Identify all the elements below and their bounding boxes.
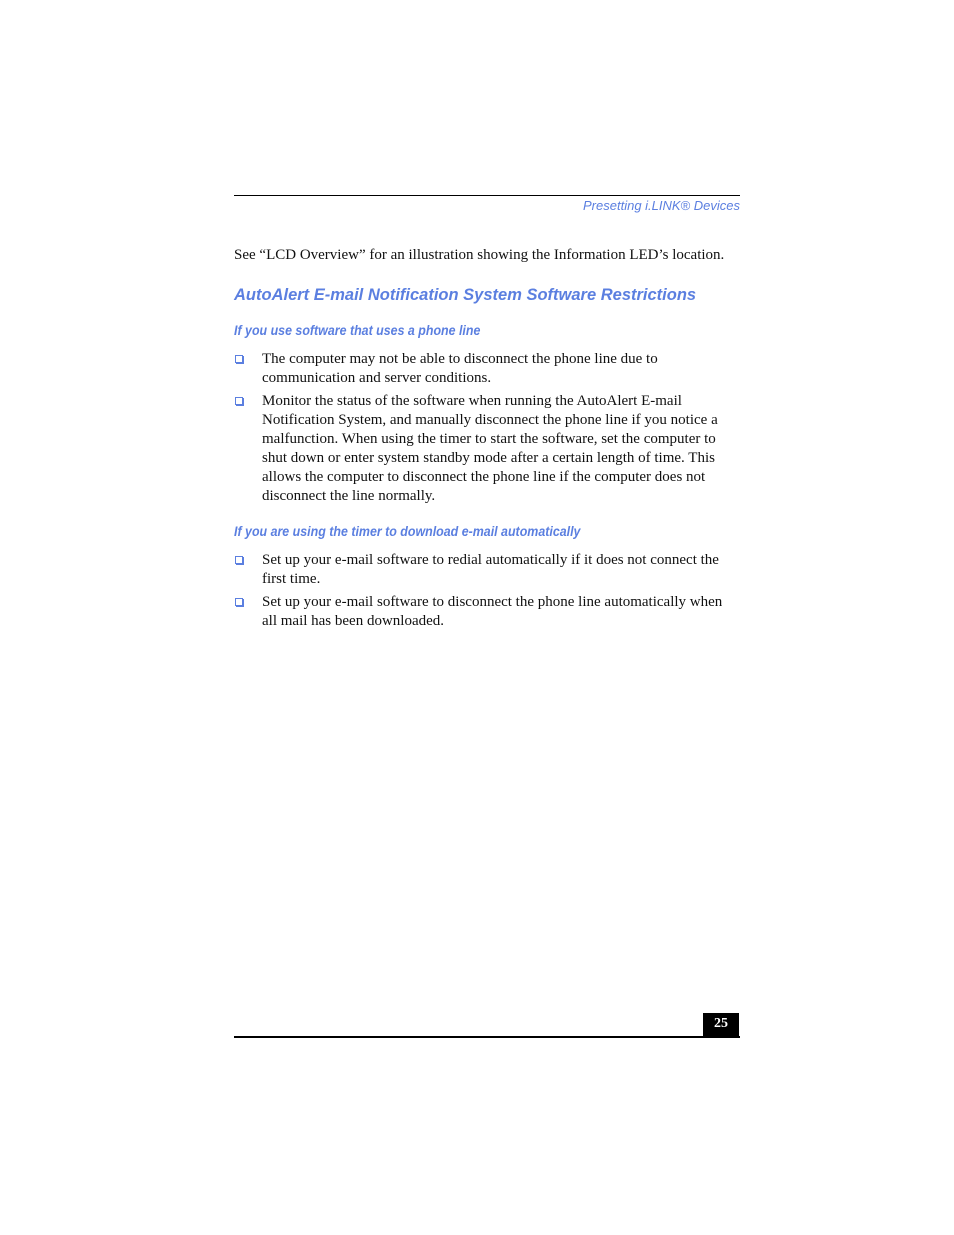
page-number: 25	[703, 1013, 739, 1037]
page-content	[234, 246, 740, 635]
running-header: Presetting i.LINK® Devices	[583, 198, 740, 213]
subsection-heading-timer: If you are using the timer to download e-mail automatically	[234, 524, 581, 539]
intro-paragraph: See “LCD Overview” for an illustration showing the Information LED’s location.	[234, 247, 725, 263]
bullet-list-phone-line	[234, 350, 740, 506]
bullet-list-timer	[234, 551, 740, 631]
list-item	[234, 593, 740, 631]
checkbox-bullet-icon	[235, 355, 243, 363]
checkbox-bullet-icon	[235, 598, 243, 606]
list-item-text: Set up your e-mail software to disconnect the phone line automatically when all mail has been downloaded.	[262, 594, 723, 629]
list-item-text: Monitor the status of the software when running the AutoAlert E-mail Notification System, and manually disconnect the phone line if you notice a malfunction. When using the timer to start the software, set the computer to shut down or enter system standby mode after a certain length of time. This allows the computer to disconnect the phone line if the computer does not disconnect the line normally.	[262, 393, 718, 504]
list-item-text: The computer may not be able to disconnect the phone line due to communication and server conditions.	[262, 351, 658, 386]
list-item	[234, 392, 740, 506]
list-item	[234, 350, 740, 388]
footer-rule	[234, 1036, 740, 1038]
section-title: AutoAlert E-mail Notification System Software Restrictions	[234, 286, 697, 304]
list-item	[234, 551, 740, 589]
header-rule	[234, 195, 740, 196]
checkbox-bullet-icon	[235, 397, 243, 405]
list-item-text: Set up your e-mail software to redial automatically if it does not connect the first time.	[262, 552, 719, 587]
checkbox-bullet-icon	[235, 556, 243, 564]
subsection-heading-phone-line: If you use software that uses a phone line	[234, 323, 481, 338]
